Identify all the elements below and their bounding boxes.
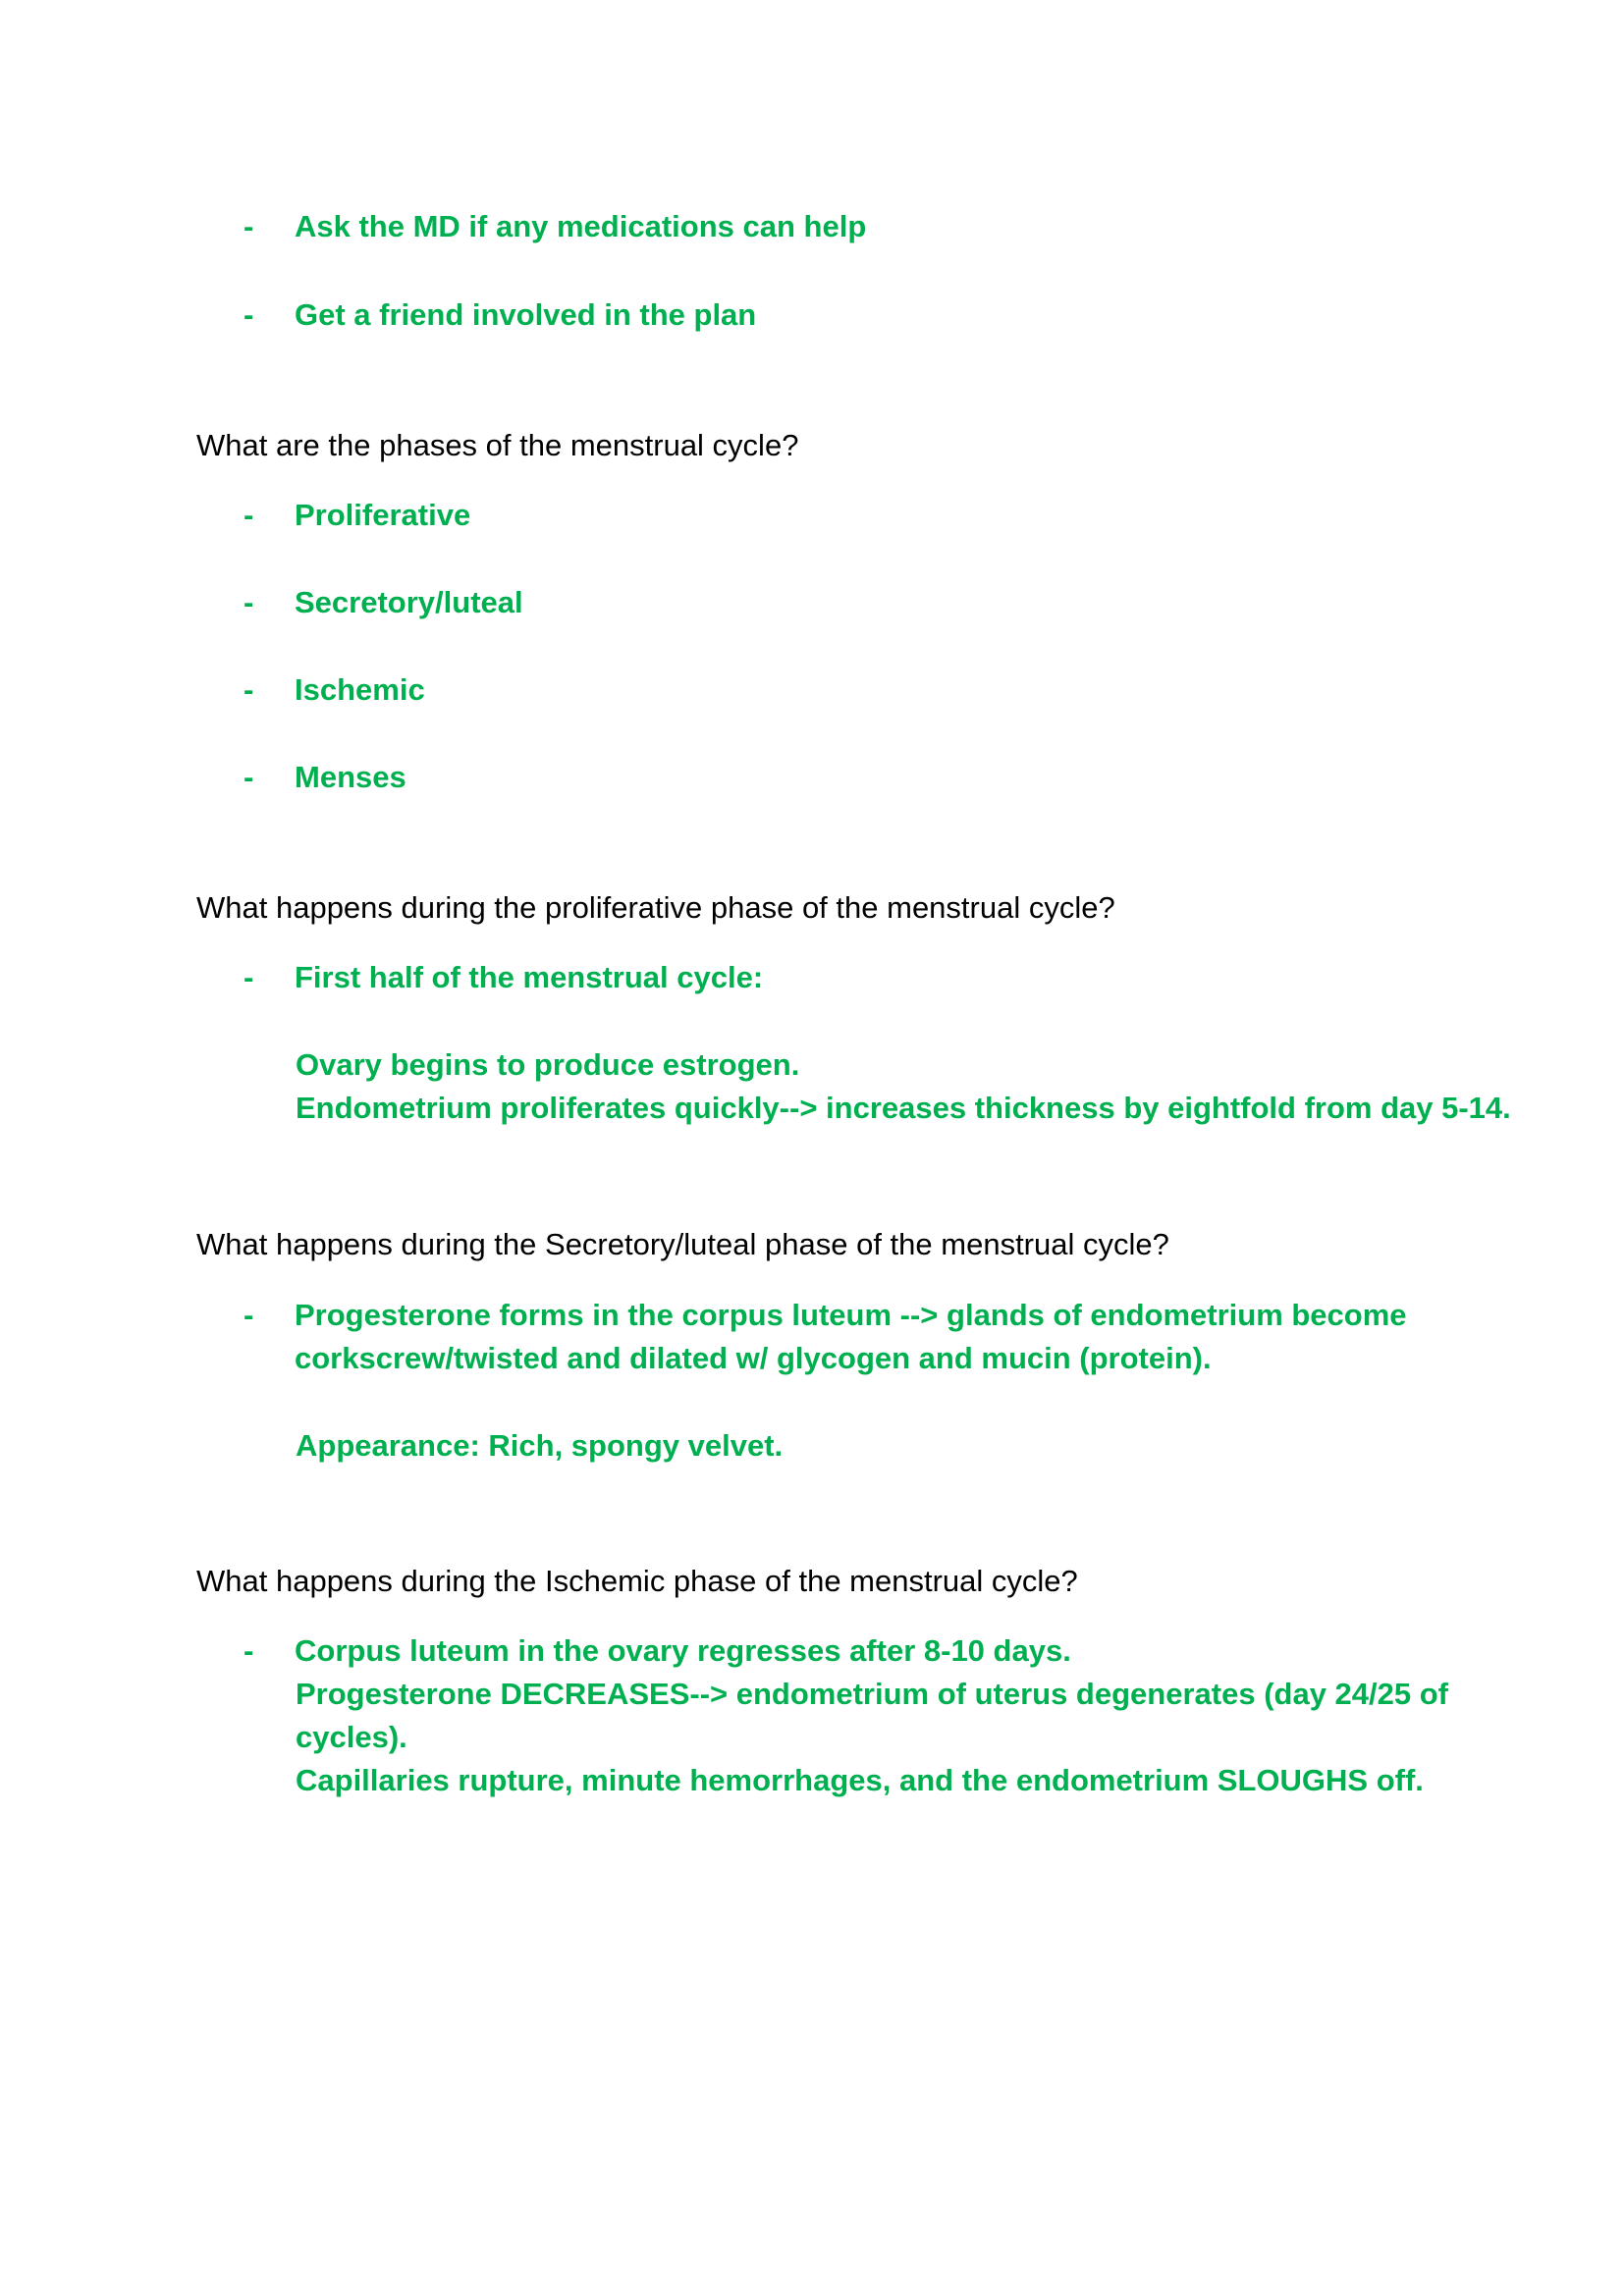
secretory-line: Progesterone forms in the corpus luteum --> glands of endometrium become [295,1298,1407,1332]
bullet-dash: - [244,209,254,243]
phase-item: Ischemic [295,672,425,707]
question-proliferative: What happens during the proliferative phase of the menstrual cycle? [196,890,1115,925]
bullet-friend: Get a friend involved in the plan [295,297,757,332]
bullet-dash: - [244,585,254,619]
bullet-dash: - [244,1633,254,1668]
ischemic-line: Capillaries rupture, minute hemorrhages, and the endometrium SLOUGHS off. [296,1763,1424,1797]
proliferative-line: Ovary begins to produce estrogen. [296,1047,800,1082]
proliferative-bullet: First half of the menstrual cycle: [295,960,764,994]
question-secretory: What happens during the Secretory/luteal phase of the menstrual cycle? [196,1227,1169,1261]
phase-item: Proliferative [295,498,471,532]
bullet-dash: - [244,760,254,794]
ischemic-line: cycles). [296,1720,407,1754]
proliferative-details [296,1043,1511,1130]
bullet-dash: - [244,672,254,707]
bullet-dash: - [244,960,254,994]
question-ischemic: What happens during the Ischemic phase of the menstrual cycle? [196,1564,1078,1598]
phase-item: Menses [295,760,406,794]
ischemic-details [296,1673,1503,1802]
proliferative-line: Endometrium proliferates quickly--> increases thickness by eightfold from day 5-14. [296,1091,1511,1125]
question-phases: What are the phases of the menstrual cycle? [196,428,799,462]
phase-item: Secretory/luteal [295,585,523,619]
ischemic-line: Progesterone DECREASES--> endometrium of uterus degenerates (day 24/25 of [296,1677,1448,1711]
bullet-dash: - [244,1298,254,1332]
secretory-appearance: Appearance: Rich, spongy velvet. [296,1428,784,1463]
bullet-dash: - [244,297,254,332]
bullet-ask-md: Ask the MD if any medications can help [295,209,867,243]
bullet-dash: - [244,498,254,532]
secretory-bullet [295,1294,1502,1380]
secretory-line: corkscrew/twisted and dilated w/ glycogen and mucin (protein). [295,1341,1212,1375]
ischemic-bullet: Corpus luteum in the ovary regresses after 8-10 days. [295,1633,1071,1668]
